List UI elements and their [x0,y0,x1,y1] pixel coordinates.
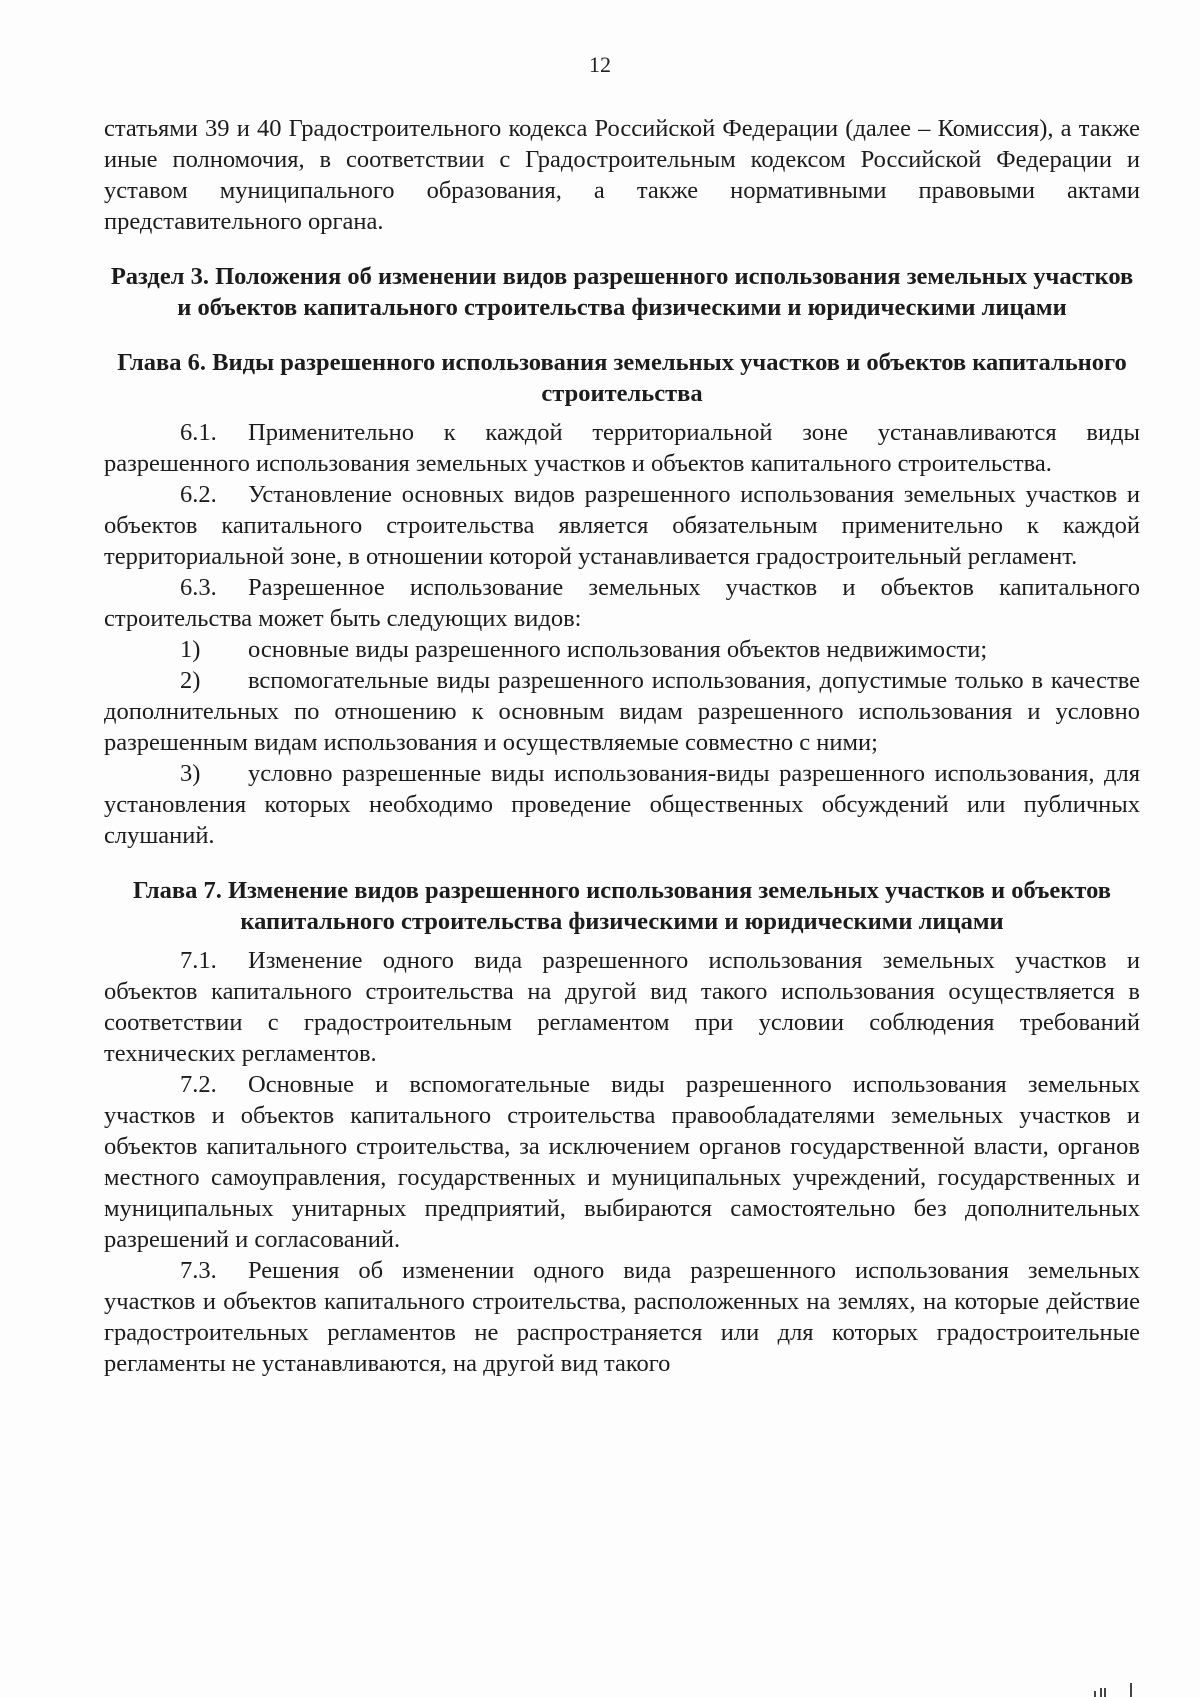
paragraph-number: 3) [180,760,201,787]
numbered-paragraph [104,758,1140,851]
paragraph-text: основные виды разрешенного использования объектов недвижимости; [248,636,988,663]
paragraph [104,113,1140,237]
paragraph-number: 7.3. [180,1257,217,1284]
paragraph-number: 1) [180,636,201,663]
paragraph-text: Решения об изменении одного вида разрешенного использования земельных участков и объектов капитального строительства, расположенных на землях, на которые действие градостроительных регламентов не распространяется или для которых градостроительные регламенты не устанавливаются, на другой вид такого [104,1257,1140,1377]
paragraph-number: 6.1. [180,419,217,446]
numbered-paragraph [104,665,1140,758]
numbered-paragraph [104,1255,1140,1379]
document-body [104,113,1140,1379]
section-heading: Раздел 3. Положения об изменении видов разрешенного использования земельных участков и объектов капитального строительства физическими и юридическими лицами [110,263,1134,321]
scan-edge-marks [1094,1681,1134,1697]
paragraph-text: Применительно к каждой территориальной зоне устанавливаются виды разрешенного использования земельных участков и объектов капитального строительства. [104,419,1140,477]
paragraph-number: 7.1. [180,947,217,974]
section-heading: Глава 6. Виды разрешенного использования земельных участков и объектов капитального строительства [117,349,1127,407]
numbered-paragraph [104,479,1140,572]
paragraph-text: Изменение одного вида разрешенного использования земельных участков и объектов капитального строительства на другой вид такого использования осуществляется в соответствии с градостроительным регламентом при условии соблюдения требований технических регламентов. [104,947,1140,1067]
paragraph-number: 7.2. [180,1071,217,1098]
paragraph-text: Установление основных видов разрешенного использования земельных участков и объектов капитального строительства является обязательным применительно к каждой территориальной зоне, в отношении которой устанавливается градостроительный регламент. [104,481,1140,570]
numbered-paragraph [104,634,1140,665]
page-number: 12 [589,52,611,77]
numbered-paragraph [104,417,1140,479]
paragraph-text: статьями 39 и 40 Градостроительного кодекса Российской Федерации (далее – Комиссия), а также иные полномочия, в соответствии с Градостроительным кодексом Российской Федерации и уставом муниципального образования, а также нормативными правовыми актами представительного органа. [104,115,1140,235]
numbered-paragraph [104,572,1140,634]
section-heading: Глава 7. Изменение видов разрешенного использования земельных участков и объектов капитального строительства физическими и юридическими лицами [133,877,1111,935]
numbered-paragraph [104,945,1140,1069]
paragraph-number: 6.2. [180,481,217,508]
paragraph-text: условно разрешенные виды использования-виды разрешенного использования, для установления которых необходимо проведение общественных обсуждений или публичных слушаний. [104,760,1140,849]
paragraph-text: вспомогательные виды разрешенного использования, допустимые только в качестве дополнительных по отношению к основным видам разрешенного использования и условно разрешенным видам использования и осуществляемые совместно с ними; [104,667,1140,756]
numbered-paragraph [104,1069,1140,1255]
paragraph-number: 2) [180,667,201,694]
paragraph-number: 6.3. [180,574,217,601]
paragraph-text: Основные и вспомогательные виды разрешенного использования земельных участков и объектов капитального строительства правообладателями земельных участков и объектов капитального строительства, за исключением органов государственной власти, органов местного самоуправления, государственных и муниципальных учреждений, государственных и муниципальных унитарных предприятий, выбираются самостоятельно без дополнительных разрешений и согласований. [104,1071,1140,1253]
paragraph-text: Разрешенное использование земельных участков и объектов капитального строительства может быть следующих видов: [104,574,1140,632]
